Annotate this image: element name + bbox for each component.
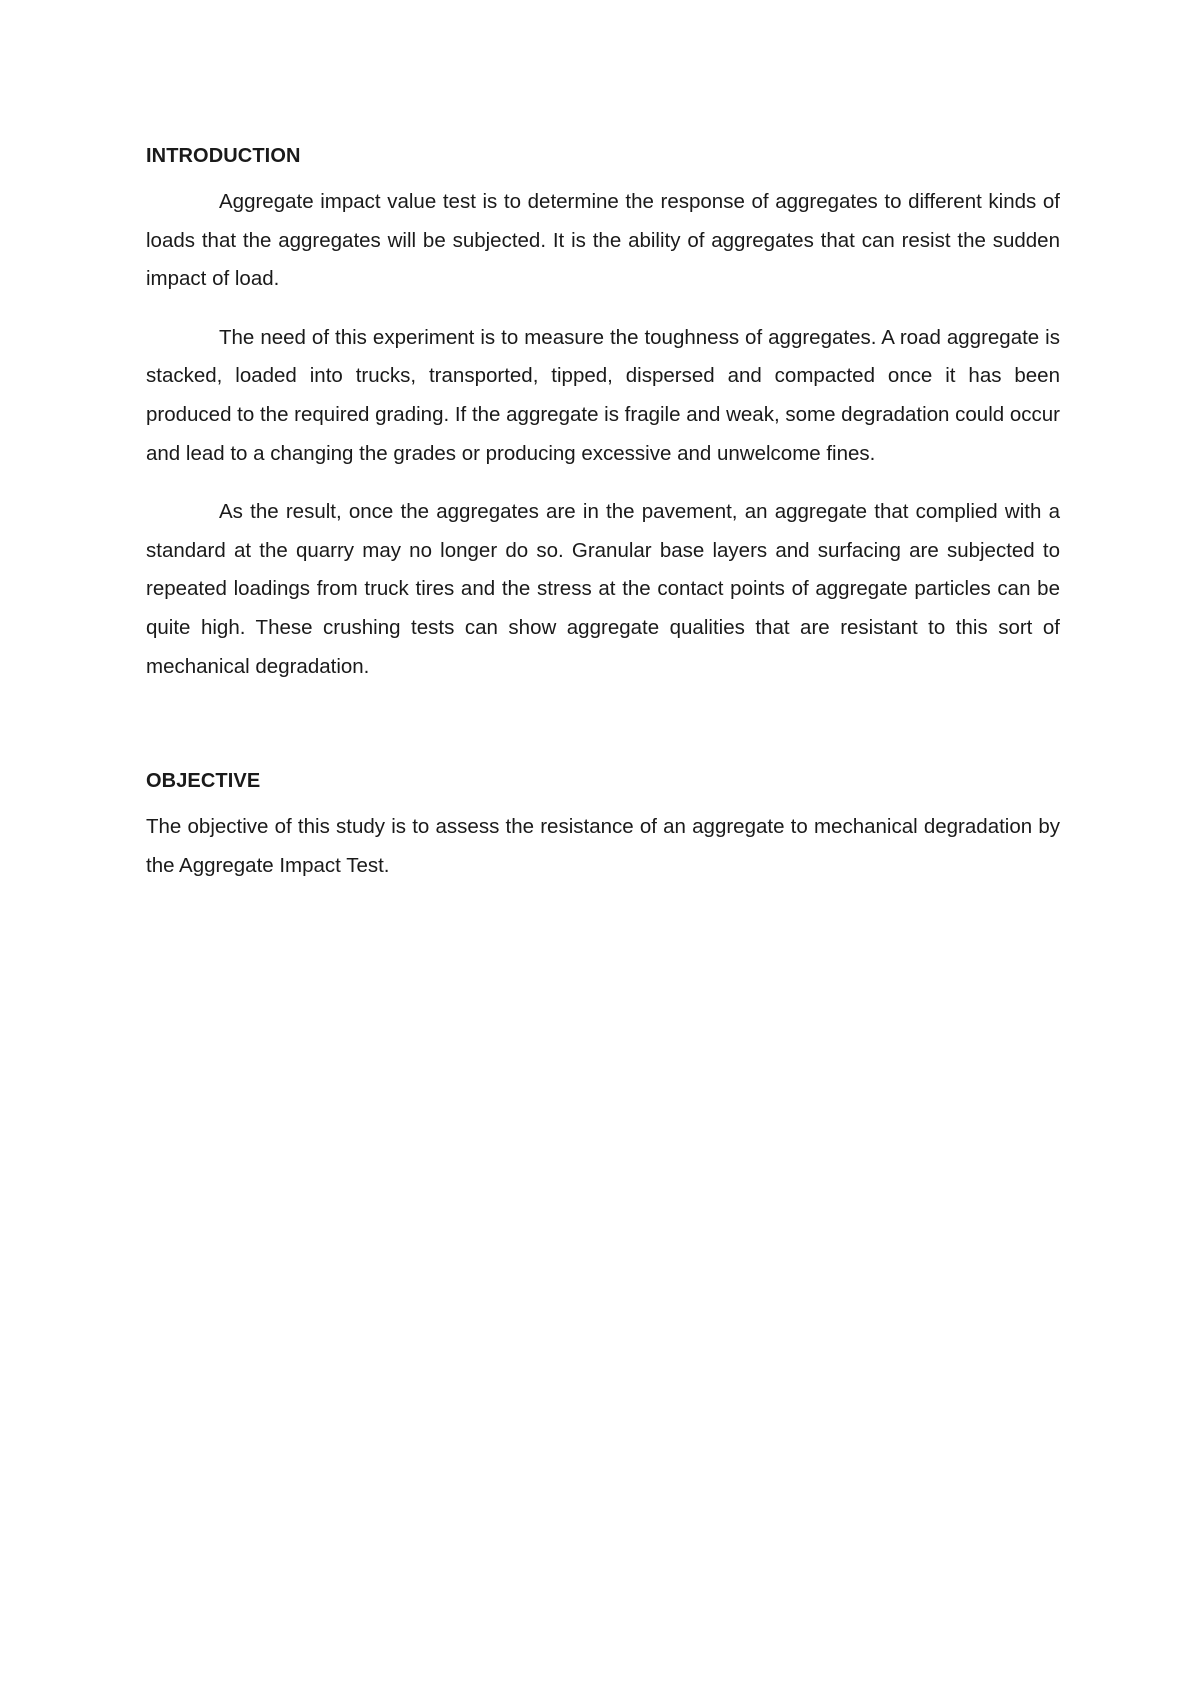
introduction-paragraph-2: The need of this experiment is to measure the toughness of aggregates. A road aggregate is stacked, loaded into trucks, transported, tipped, dispersed and compacted once it has been produced to the required grading. If the aggregate is fragile and weak, some degradation could occur and lead to a changing the grades or producing excessive and unwelcome fines. <box>146 325 1060 465</box>
introduction-paragraph-3: As the result, once the aggregates are in the pavement, an aggregate that complied with a standard at the quarry may no longer do so. Granular base layers and surfacing are subjected to repeated loadings from truck tires and the stress at the contact points of aggregate particles can be quite high. These crushing tests can show aggregate qualities that are resistant to this sort of mechanical degradation. <box>146 500 1060 678</box>
document-page <box>146 143 1060 885</box>
introduction-heading: INTRODUCTION <box>146 145 301 167</box>
objective-section <box>146 768 1060 885</box>
introduction-paragraph-1: Aggregate impact value test is to determine the response of aggregates to different kinds of loads that the aggregates will be subjected. It is the ability of aggregates that can resist the sudden impact of load. <box>146 190 1060 291</box>
objective-heading: OBJECTIVE <box>146 770 261 793</box>
objective-paragraph: The objective of this study is to assess the resistance of an aggregate to mechanical degradation by the Aggregate Impact Test. <box>146 815 1060 877</box>
introduction-section <box>146 143 1060 686</box>
